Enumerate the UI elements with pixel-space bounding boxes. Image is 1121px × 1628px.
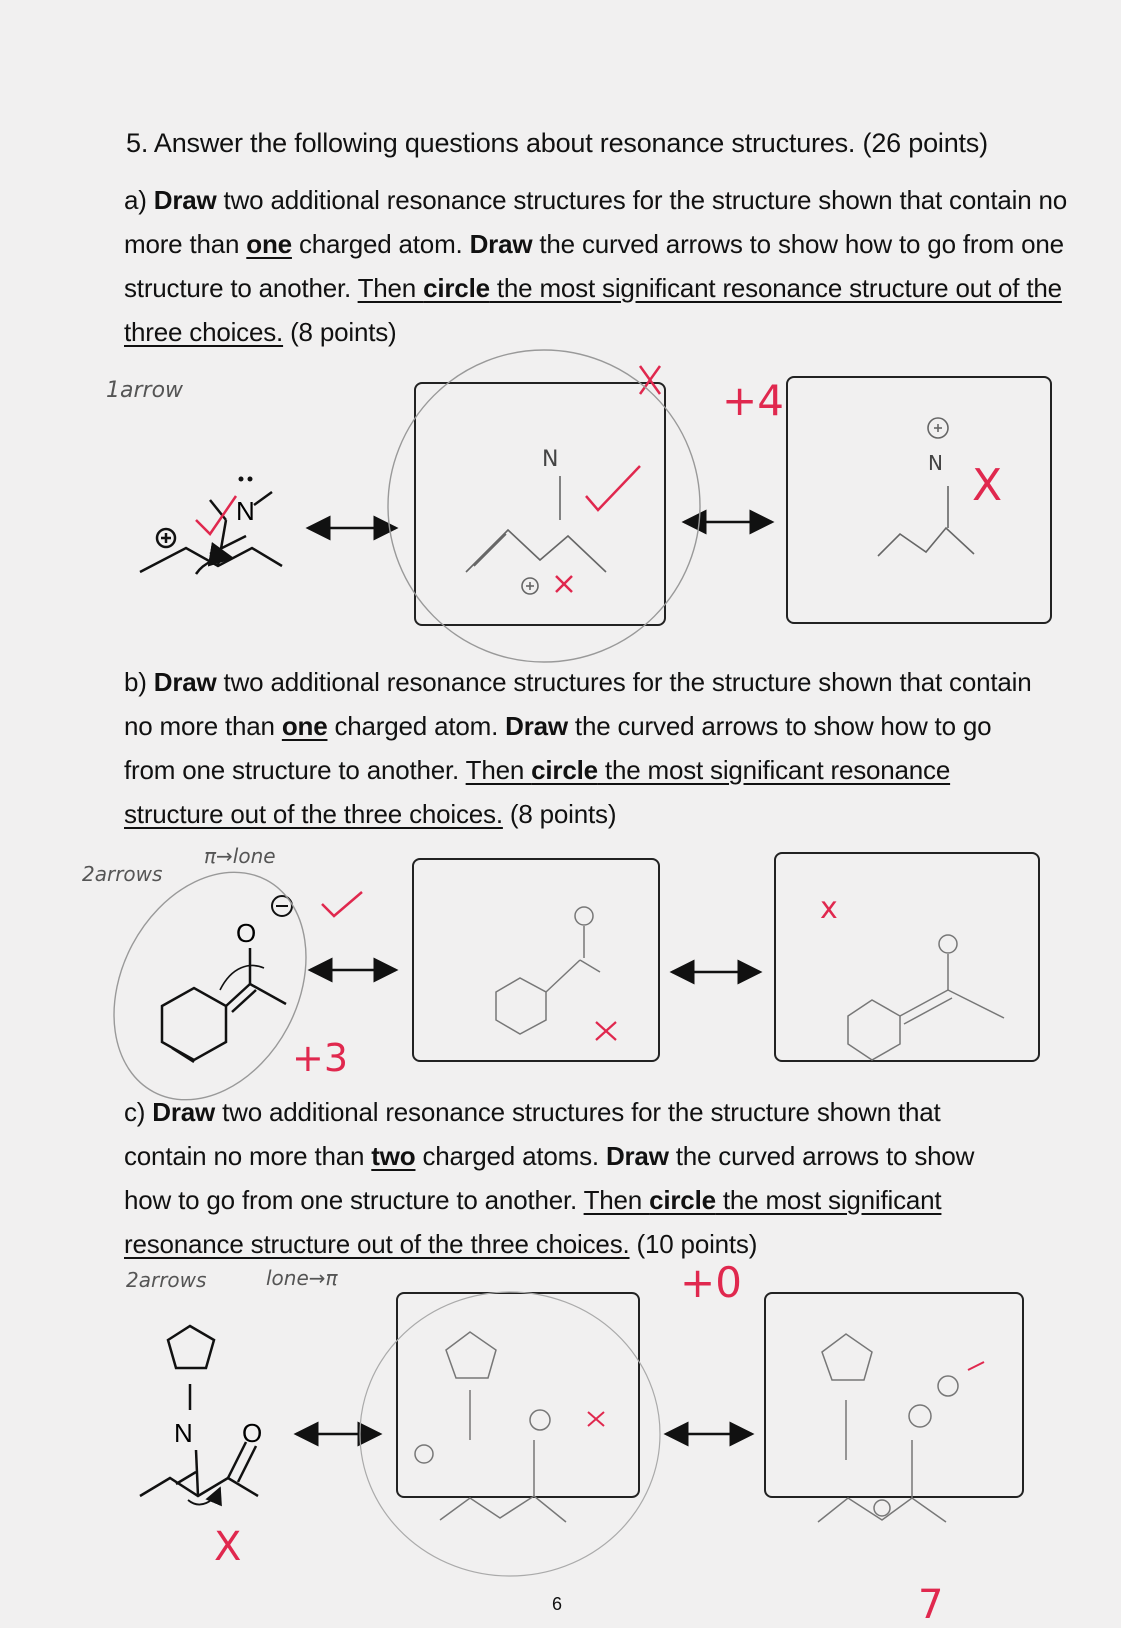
corner-mark: 7 — [918, 1582, 944, 1628]
part-b-check — [322, 892, 362, 916]
part-a-score: +4 — [722, 376, 784, 425]
part-c-selection-circle — [360, 1292, 660, 1576]
part-a-selection-circle — [388, 350, 700, 662]
part-b-wrong-mark-1 — [596, 1022, 616, 1040]
part-c-text-1: two additional resonance structures for the structure shown that contain no more than — [124, 1097, 941, 1171]
part-c-red-marks — [588, 1362, 984, 1426]
svg-text:N: N — [542, 447, 559, 472]
part-a-pencil-structure-2 — [878, 418, 974, 556]
part-a-text-3: the curved arrows to show how to go from one structure to another. — [124, 229, 1064, 303]
part-c-text-3: the curved arrows to show how to go from one structure to another. — [124, 1141, 975, 1215]
part-b-most-significant: the most significant resonance structure out of the three choices. — [124, 755, 951, 829]
part-c-pencil-structure-2 — [818, 1334, 958, 1522]
part-b-score: +3 — [292, 1036, 349, 1080]
part-a-one: one — [246, 229, 292, 259]
part-a-pencil-structure-1 — [466, 447, 606, 594]
part-c-draw-2: Draw — [605, 1141, 669, 1171]
part-b-text-1: two additional resonance structures for the structure shown that contain no more than — [124, 667, 1032, 741]
part-a-points: (8 points) — [283, 317, 397, 347]
part-c-pencil-structure-1 — [415, 1332, 566, 1522]
part-c-circle: circle — [649, 1185, 716, 1215]
part-b-draw-1: Draw — [153, 667, 217, 697]
part-c-draw-1: Draw — [152, 1097, 216, 1127]
question-title: 5. Answer the following questions about resonance structures. (26 points) — [126, 128, 988, 158]
part-b-one: one — [281, 711, 328, 741]
part-c-wrong-mark: X — [214, 1524, 242, 1570]
part-b-pencil-structure-1 — [496, 907, 600, 1034]
part-c-points: (10 points) — [629, 1229, 758, 1259]
part-c-most-significant: the most significant resonance structure out of the three choices. — [124, 1185, 942, 1259]
page-number: 6 — [552, 1594, 563, 1614]
part-b-circle: circle — [531, 755, 598, 785]
part-c-note-pi: lone→π — [266, 1266, 338, 1290]
part-b-text-3: the curved arrows to show how to go from one structure to another. — [124, 711, 992, 785]
part-a-label: a) — [124, 185, 147, 215]
part-c-note-arrows: 2arrows — [126, 1268, 207, 1292]
part-a-draw-1: Draw — [153, 185, 217, 215]
part-b-note-arrows: 2arrows — [82, 862, 163, 886]
part-b-label: b) — [124, 667, 147, 697]
part-b-wrong-mark-2: x — [820, 891, 838, 926]
part-c-atom-o: O — [242, 1418, 263, 1448]
part-a-most-significant: the most significant resonance structure out of the three choices. — [124, 273, 1062, 347]
part-c-atom-n: N — [174, 1418, 193, 1448]
part-b-atom-o: O — [236, 918, 257, 948]
part-c-given-structure — [140, 1326, 258, 1504]
part-c-then: Then — [583, 1185, 650, 1215]
part-a-wrong-mark: X — [972, 460, 1003, 511]
part-a-text-1: two additional resonance structures for the structure shown that contain no more than — [124, 185, 1068, 259]
lone-pair-dot — [248, 477, 253, 482]
part-b-then: Then — [465, 755, 532, 785]
part-b-text-2: charged atom. — [327, 711, 506, 741]
lone-pair-dot — [239, 477, 244, 482]
svg-text:N: N — [928, 451, 943, 475]
part-b-draw-2: Draw — [505, 711, 568, 741]
part-b-pencil-structure-2 — [848, 935, 1004, 1060]
part-c-text-2: charged atoms. — [415, 1141, 606, 1171]
part-a-then: Then — [357, 273, 424, 303]
part-c-label: c) — [124, 1097, 146, 1127]
part-a-circle: circle — [423, 273, 490, 303]
part-b-note-pi: π→lone — [204, 844, 276, 868]
part-a-draw-2: Draw — [469, 229, 533, 259]
part-c-two: two — [371, 1141, 416, 1171]
part-a-text-2: charged atom. — [291, 229, 470, 259]
part-b-given-structure — [162, 948, 286, 1062]
part-b-points: (8 points) — [502, 799, 617, 829]
part-a-atom-n: N — [236, 496, 255, 526]
part-a-note-arrows: 1arrow — [106, 378, 184, 403]
part-c-score: +0 — [680, 1258, 742, 1307]
